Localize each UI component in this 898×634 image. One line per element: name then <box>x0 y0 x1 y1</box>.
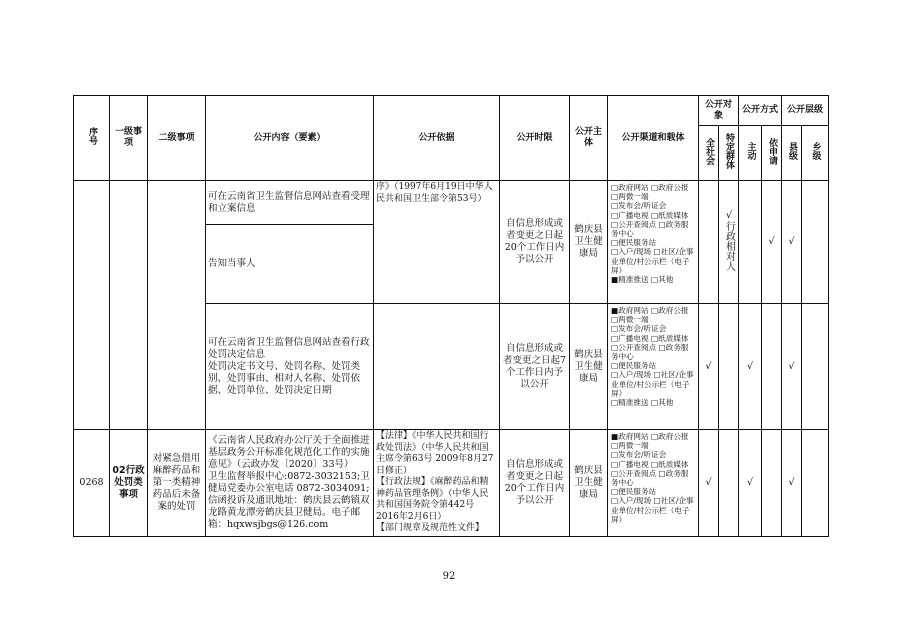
layer-county-cell: √ <box>782 304 802 430</box>
col-layer-town: 乡级 <box>802 126 829 181</box>
channel-line: □入户/现场 □社区/企事业单位/村公示栏（电子屏） <box>611 496 694 524</box>
channel-line: □精准推送 □其他 <box>611 398 674 408</box>
col-layer: 公开层级 <box>782 96 829 126</box>
col-channel: 公开渠道和载体 <box>608 96 699 181</box>
target-all-cell: √ <box>699 304 719 430</box>
time-cell: 自信息形成或者变更之日起20个工作日内予以公开 <box>500 181 570 304</box>
channel-line: □发布会/听证会 <box>611 201 667 211</box>
method-active-cell: √ <box>739 304 762 430</box>
channel-cell <box>608 304 699 430</box>
subject-cell: 鹤庆县卫生健康局 <box>570 181 608 304</box>
col-layer-county: 县级 <box>782 126 802 181</box>
channel-line: □政府网站 □政府公报 □两微一端 <box>611 183 689 202</box>
channel-line: □发布会/听证会 <box>611 450 667 460</box>
col-method-apply: 依申请 <box>762 126 782 181</box>
time-cell: 自信息形成或者变更之日起20个工作日内予以公开 <box>500 430 570 537</box>
disclosure-table <box>73 95 829 537</box>
channel-line: □广播电视 □纸质媒体 □公开查阅点 □政务服务中心 <box>611 210 689 239</box>
layer-town-cell <box>802 304 829 430</box>
page-number: 92 <box>442 571 456 582</box>
content-cell: 可在云南省卫生监督信息网站查看行政处罚决定信息 处罚决定书文号、处罚名称、处罚类别、处罚事由、相对人名称、处罚依据、处罚单位、处罚决定日期 <box>206 304 374 430</box>
channel-line: ■精准推送 □其他 <box>611 275 674 285</box>
channel-cell <box>608 181 699 304</box>
col-basis: 公开依据 <box>374 96 500 181</box>
layer-county-cell: √ <box>782 430 802 537</box>
subject-cell: 鹤庆县卫生健康局 <box>570 304 608 430</box>
method-apply-cell <box>762 304 782 430</box>
method-apply-cell: √ <box>762 181 782 304</box>
col-level1: 一级事项 <box>110 96 148 181</box>
col-method-active: 主动 <box>739 126 762 181</box>
content-cell: 告知当事人 <box>206 225 374 304</box>
col-target: 公开对象 <box>699 96 739 126</box>
seq-cell: 0268 <box>74 430 110 537</box>
channel-line: □广播电视 □纸质媒体 □公开查阅点 □政务服务中心 <box>611 333 689 362</box>
method-active-cell: √ <box>739 430 762 537</box>
col-content: 公开内容（要素） <box>206 96 374 181</box>
content-cell: 可在云南省卫生监督信息网站查看受理和立案信息 <box>206 181 374 225</box>
level1-cell <box>110 181 148 430</box>
target-specific-cell <box>719 430 739 537</box>
level1-cell: 02行政处罚类事项 <box>110 430 148 537</box>
basis-cell: 序》（1997年6月19日中华人民共和国卫生部令第53号） <box>374 181 500 304</box>
channel-cell <box>608 430 699 537</box>
col-subject: 公开主体 <box>570 96 608 181</box>
target-specific-cell <box>719 304 739 430</box>
basis-cell: 【法律】《中华人民共和国行政处罚法》（中华人民共和国主席令第63号 2009年8月27日修正） 【行政法规】《麻醉药品和精神药品管理条例》（中华人民共和国国务院令第442号 2016年2月6日） 【部门规章及规范性文件】 <box>374 430 500 537</box>
channel-line: ■政府网站 □政府公报 □两微一端 <box>611 432 689 451</box>
channel-line: □广播电视 □纸质媒体 □公开查阅点 □政务服务中心 <box>611 459 689 488</box>
basis-cell <box>374 304 500 430</box>
method-apply-cell <box>762 430 782 537</box>
seq-cell <box>74 181 110 430</box>
layer-county-cell: √ <box>782 181 802 304</box>
level2-cell: 对紧急借用麻醉药品和第一类精神药品后未备案的处罚 <box>148 430 206 537</box>
col-level2: 二级事项 <box>148 96 206 181</box>
level2-cell <box>148 181 206 430</box>
col-method: 公开方式 <box>739 96 782 126</box>
subject-cell: 鹤庆县卫生健康局 <box>570 430 608 537</box>
channel-line: □便民服务站 <box>611 361 657 371</box>
target-all-cell <box>699 181 719 304</box>
content-cell: 《云南省人民政府办公厅关于全面推进基层政务公开标准化规范化工作的实施意见》（云政办发〔2020〕33号） 卫生监督举报中心:0872-3032153;卫健局党委办公室电话 0872-3034091;信函投诉及通讯地址：鹤庆县云鹤镇双龙路黄龙潭旁鹤庆县卫健局。电子邮箱：hqxwsjbgs@126.com <box>206 430 374 537</box>
target-all-cell: √ <box>699 430 719 537</box>
method-active-cell <box>739 181 762 304</box>
channel-line: □便民服务站 <box>611 238 657 248</box>
channel-line: □便民服务站 <box>611 487 657 497</box>
layer-town-cell <box>802 181 829 304</box>
col-target-all: 全社会 <box>699 126 719 181</box>
channel-line: ■政府网站 □政府公报 □两微一端 <box>611 306 689 325</box>
time-cell: 自信息形成或者变更之日起7个工作日内予以公开 <box>500 304 570 430</box>
layer-town-cell <box>802 430 829 537</box>
channel-line: □入户/现场 □社区/企事业单位/村公示栏（电子屏） <box>611 370 694 398</box>
col-seq: 序号 <box>74 96 110 181</box>
col-target-specific: 特定群体 <box>719 126 739 181</box>
channel-line: □入户/现场 □社区/企事业单位/村公示栏（电子屏） <box>611 247 694 275</box>
channel-line: □发布会/听证会 <box>611 324 667 334</box>
target-specific-cell: √行政相对人 <box>719 181 739 304</box>
col-time: 公开时限 <box>500 96 570 181</box>
